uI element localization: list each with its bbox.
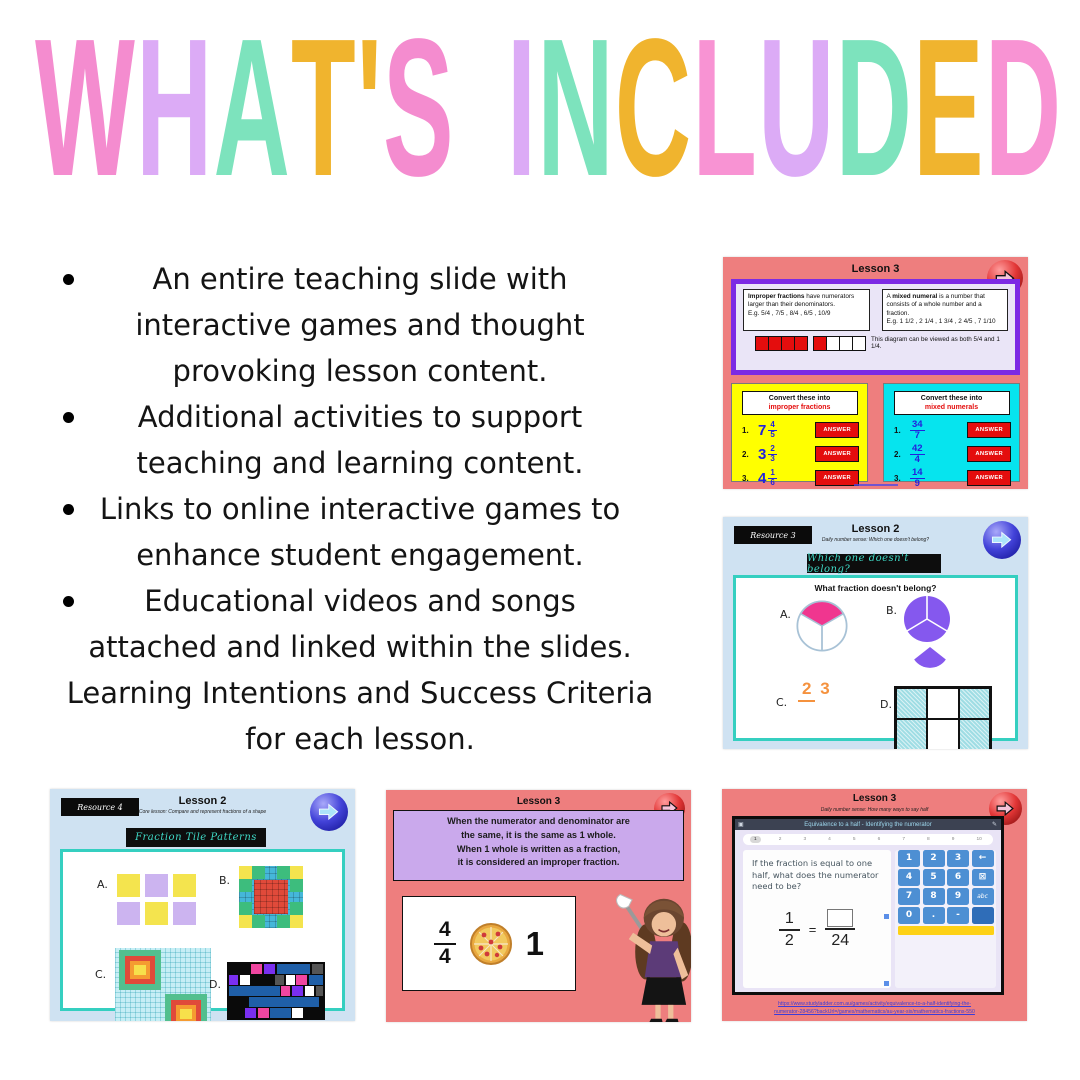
- game-link[interactable]: https://www.studyladder.com.au/games/activity/equivalence-to-a-half-identifying-the- numerator-28456?backUrl=/games/mathematics/au-year-six/mathematics-fractions-550: [774, 1000, 975, 1015]
- page-number[interactable]: 1: [750, 836, 761, 843]
- quarter-bar: [813, 336, 866, 351]
- item-number: 1.: [894, 425, 901, 435]
- statement-box: [393, 810, 684, 881]
- item-fraction: [758, 445, 777, 463]
- def-pre: A: [886, 293, 893, 300]
- whole-bar: [755, 336, 808, 351]
- title-letter: T: [291, 0, 357, 217]
- improper-fraction-definition: [743, 289, 870, 331]
- keypad-key[interactable]: -: [947, 907, 969, 924]
- item-fraction: [910, 468, 925, 489]
- bullet-dot: [63, 274, 74, 285]
- title-letter: U: [758, 0, 836, 217]
- answer-button[interactable]: ANSWER: [967, 470, 1011, 486]
- option-b-label: B.: [886, 604, 898, 617]
- title-letter: S: [382, 0, 455, 217]
- statement-line: the same, it is the same as 1 whole.: [461, 829, 616, 840]
- tile-pattern-b: [239, 866, 303, 928]
- feature-item: [35, 256, 685, 394]
- statement-line: When the numerator and denominator are: [447, 816, 630, 826]
- topic-banner: Which one doesn't belong?: [807, 554, 941, 573]
- item-fraction: [910, 444, 925, 465]
- improper-fractions-panel: [731, 383, 868, 487]
- question-text: What fraction doesn't belong?: [814, 583, 937, 593]
- title-letter: I: [506, 0, 538, 217]
- fraction-bar-diagram: [743, 336, 1008, 351]
- equation: [743, 909, 891, 950]
- convert-item: [894, 442, 1011, 466]
- def-rest: have numerators larger than their denominators.: [748, 293, 855, 309]
- arrow-right-icon: [990, 530, 1014, 550]
- keypad-key[interactable]: 1: [898, 850, 920, 867]
- page-number[interactable]: 4: [828, 837, 831, 842]
- resize-handle-icon[interactable]: [884, 981, 889, 986]
- feature-line: enhance student engagement.: [136, 538, 584, 572]
- option-d-label: D.: [209, 978, 221, 991]
- keypad-key[interactable]: 0: [898, 907, 920, 924]
- pie-one-third-icon: [794, 598, 850, 654]
- answer-button[interactable]: ANSWER: [815, 470, 859, 486]
- stacked-fraction: $\frac{42}{4}$: [912, 442, 923, 465]
- keypad-key[interactable]: 2: [923, 850, 945, 867]
- def-bold: Improper fractions: [748, 293, 805, 300]
- title-letter: N: [537, 0, 615, 217]
- tile-pattern-a: [117, 874, 196, 925]
- slide-title: Lesson 3: [852, 793, 897, 804]
- next-button[interactable]: [310, 793, 348, 831]
- keypad-key[interactable]: ⊠: [972, 869, 994, 886]
- page-number[interactable]: 6: [877, 837, 881, 842]
- feature-item: [35, 394, 685, 486]
- keypad-key[interactable]: 4: [898, 869, 920, 886]
- answer-button[interactable]: ANSWER: [815, 422, 859, 438]
- next-button[interactable]: [983, 521, 1021, 559]
- statement-line: When 1 whole is written as a fraction,: [456, 843, 621, 854]
- feature-line: for each lesson.: [245, 722, 475, 756]
- title-letter: [455, 10, 507, 206]
- game-titlebar: [735, 819, 1001, 830]
- edit-icon[interactable]: ✎: [991, 822, 997, 828]
- keypad-key[interactable]: 5: [923, 869, 945, 886]
- feature-item: [35, 486, 685, 578]
- title-letter: H: [135, 0, 214, 217]
- slide-lesson3-whole: [386, 790, 691, 1022]
- answer-fraction: 24: [825, 909, 855, 950]
- whole-number: 4: [758, 469, 767, 487]
- teacher-avatar: [573, 886, 691, 1022]
- tile-pattern-d: [227, 962, 325, 1020]
- slide-subtitle: Daily number sense: Which one doesn't belong?: [821, 537, 930, 543]
- stacked-fraction: $\frac{2}{3}$: [770, 444, 775, 463]
- title-letter: W: [35, 0, 136, 217]
- slide-title: Lesson 3: [851, 263, 900, 275]
- option-a-label: A.: [780, 608, 791, 621]
- feature-line: provoking lesson content.: [172, 354, 548, 388]
- keypad-key[interactable]: 7: [898, 888, 920, 905]
- number-keypad: [898, 850, 994, 924]
- feature-list: [35, 256, 685, 762]
- statement-line: it is considered an improper fraction.: [457, 857, 620, 868]
- page-number[interactable]: 7: [902, 837, 905, 842]
- page-number[interactable]: 10: [976, 837, 982, 842]
- slide-title: Lesson 2: [851, 523, 900, 535]
- fraction-two-thirds: 2 3: [798, 680, 830, 697]
- keypad-key[interactable]: abc: [972, 888, 994, 905]
- fraction-one-half: $\frac{1}{2}$: [779, 909, 800, 950]
- diagram-caption: This diagram can be viewed as both 5/4 and 1 1/4.: [871, 336, 1000, 351]
- keypad-key[interactable]: .: [923, 907, 945, 924]
- keypad-card: [895, 850, 996, 988]
- panel-header: [742, 391, 858, 415]
- option-b-label: B.: [219, 874, 231, 887]
- title-letter: C: [614, 0, 693, 217]
- slide-title: Lesson 2: [178, 795, 227, 807]
- resize-handle-icon[interactable]: [884, 914, 889, 919]
- feature-line: An entire teaching slide with: [152, 262, 568, 296]
- item-number: 3.: [742, 473, 749, 483]
- feature-line: attached and linked within the slides.: [88, 630, 632, 664]
- feature-item: [35, 670, 685, 762]
- item-number: 1.: [742, 425, 749, 435]
- slide-lesson3-convert: [723, 257, 1028, 489]
- studyladder-logo-icon: ▣: [738, 822, 744, 828]
- feature-item: [35, 578, 685, 670]
- header-line1: Convert these into: [768, 395, 831, 402]
- arrow-right-icon: [317, 802, 341, 822]
- page-number[interactable]: 9: [951, 837, 955, 842]
- item-number: 2.: [742, 449, 749, 459]
- question-card: [743, 850, 891, 988]
- keypad-key[interactable]: 6: [947, 869, 969, 886]
- keypad-key[interactable]: 3: [947, 850, 969, 867]
- item-fraction: [758, 469, 777, 487]
- page-number[interactable]: 3: [803, 837, 807, 842]
- mixed-numerals-panel: [883, 383, 1020, 489]
- def-example: E.g. 5/4 , 7/5 , 8/4 , 6/5 , 10/9: [748, 309, 831, 317]
- title-letter: D: [984, 0, 1063, 217]
- patterns-panel: [60, 849, 345, 1011]
- answer-button[interactable]: ANSWER: [967, 446, 1011, 462]
- convert-item: [894, 466, 1011, 489]
- def-bold: mixed numeral: [892, 293, 938, 300]
- feature-line: interactive games and thought: [135, 308, 585, 342]
- slide-lesson2-tiles: [50, 789, 355, 1021]
- slide-subtitle: Daily number sense: How many ways to say half: [820, 807, 929, 813]
- page-number[interactable]: 5: [852, 837, 856, 842]
- tile-pattern-c: [115, 948, 211, 1021]
- stacked-fraction: $\frac{1}{6}$: [770, 468, 775, 487]
- stacked-fraction: $\frac{34}{7}$: [912, 418, 923, 441]
- convert-item: [742, 418, 859, 442]
- answer-button[interactable]: ANSWER: [967, 422, 1011, 438]
- option-d-label: D.: [880, 698, 892, 711]
- keypad-key[interactable]: ←: [972, 850, 994, 867]
- fraction-four-fourths: 4 4: [434, 918, 456, 969]
- game-window: [732, 816, 1004, 995]
- header-line1: Convert these into: [920, 395, 983, 402]
- item-fraction: [910, 420, 925, 441]
- item-fraction: [758, 421, 777, 439]
- resource-badge: Resource 4: [61, 798, 139, 816]
- def-example: E.g. 1 1/2 , 2 1/4 , 1 3/4 , 2 4/5 , 7 1/10: [886, 318, 996, 326]
- slide-title: Lesson 3: [516, 796, 561, 807]
- slide-lesson3-game: [722, 789, 1027, 1021]
- page-strip: [743, 834, 993, 845]
- footer-link-tiny[interactable]: [854, 484, 898, 487]
- feature-line: Learning Intentions and Success Criteria: [66, 676, 654, 710]
- slide-subtitle: Core lesson: Compare and represent fractions of a shape: [138, 809, 267, 815]
- keypad-key[interactable]: 9: [947, 888, 969, 905]
- panel-header: [894, 391, 1010, 415]
- bullet-dot: [63, 596, 74, 607]
- convert-item: [742, 442, 859, 466]
- equivalence-box: [402, 896, 576, 991]
- definitions-frame: [731, 279, 1020, 375]
- title-letter: A: [213, 0, 292, 217]
- title-letter: D: [835, 0, 914, 217]
- pizza-icon: [469, 922, 513, 966]
- def-rest: is a number that consists of a whole number and a fraction.: [886, 293, 985, 317]
- whole-number: 1: [525, 924, 545, 962]
- bullet-dot: [63, 412, 74, 423]
- purple-circle-thirds-icon: [902, 594, 952, 644]
- header-line2: improper fractions: [768, 404, 831, 412]
- option-a-label: A.: [97, 878, 108, 891]
- question-panel: [733, 575, 1018, 741]
- option-c-label: C.: [95, 968, 107, 981]
- page-title: [35, 0, 1063, 217]
- keypad-key[interactable]: [972, 907, 994, 924]
- bullet-dot: [63, 504, 74, 515]
- keypad-key[interactable]: 8: [923, 888, 945, 905]
- whole-number: 7: [758, 421, 767, 439]
- submit-bar[interactable]: [898, 926, 994, 935]
- title-letter: E: [913, 0, 985, 217]
- equals-sign: =: [808, 922, 817, 938]
- game-question: If the fraction is equal to one half, what does the numerator need to be?: [752, 858, 879, 892]
- header-line2: mixed numerals: [924, 404, 979, 412]
- item-number: 2.: [894, 449, 901, 459]
- purple-wedge-icon: [910, 644, 950, 670]
- stacked-fraction: $\frac{4}{5}$: [770, 420, 775, 439]
- stacked-fraction: $\frac{14}{9}$: [912, 466, 923, 489]
- item-number: 3.: [894, 473, 901, 483]
- whole-number: 3: [758, 445, 767, 463]
- feature-line: Links to online interactive games to: [99, 492, 621, 526]
- feature-line: Additional activities to support: [137, 400, 583, 434]
- topic-banner: Fraction Tile Patterns: [126, 828, 266, 847]
- shaded-grid-icon: [894, 686, 992, 749]
- title-letter: ': [356, 0, 383, 217]
- page-number[interactable]: 8: [927, 837, 930, 842]
- feature-line: Educational videos and songs: [144, 584, 576, 618]
- answer-input-box[interactable]: [827, 909, 853, 927]
- feature-line: teaching and learning content.: [136, 446, 584, 480]
- page-number[interactable]: 2: [778, 837, 782, 842]
- slide-lesson2-wodb: [723, 517, 1028, 749]
- title-letter: L: [692, 0, 759, 217]
- convert-item: [894, 418, 1011, 442]
- resource-badge: Resource 3: [734, 526, 812, 544]
- game-title: Equivalence to a half - Identifying the numerator: [804, 821, 932, 828]
- answer-button[interactable]: ANSWER: [815, 446, 859, 462]
- mixed-numeral-definition: [882, 289, 1009, 331]
- convert-item: [742, 466, 859, 489]
- option-c-label: C.: [776, 696, 788, 709]
- arrow-right-icon: [995, 800, 1015, 817]
